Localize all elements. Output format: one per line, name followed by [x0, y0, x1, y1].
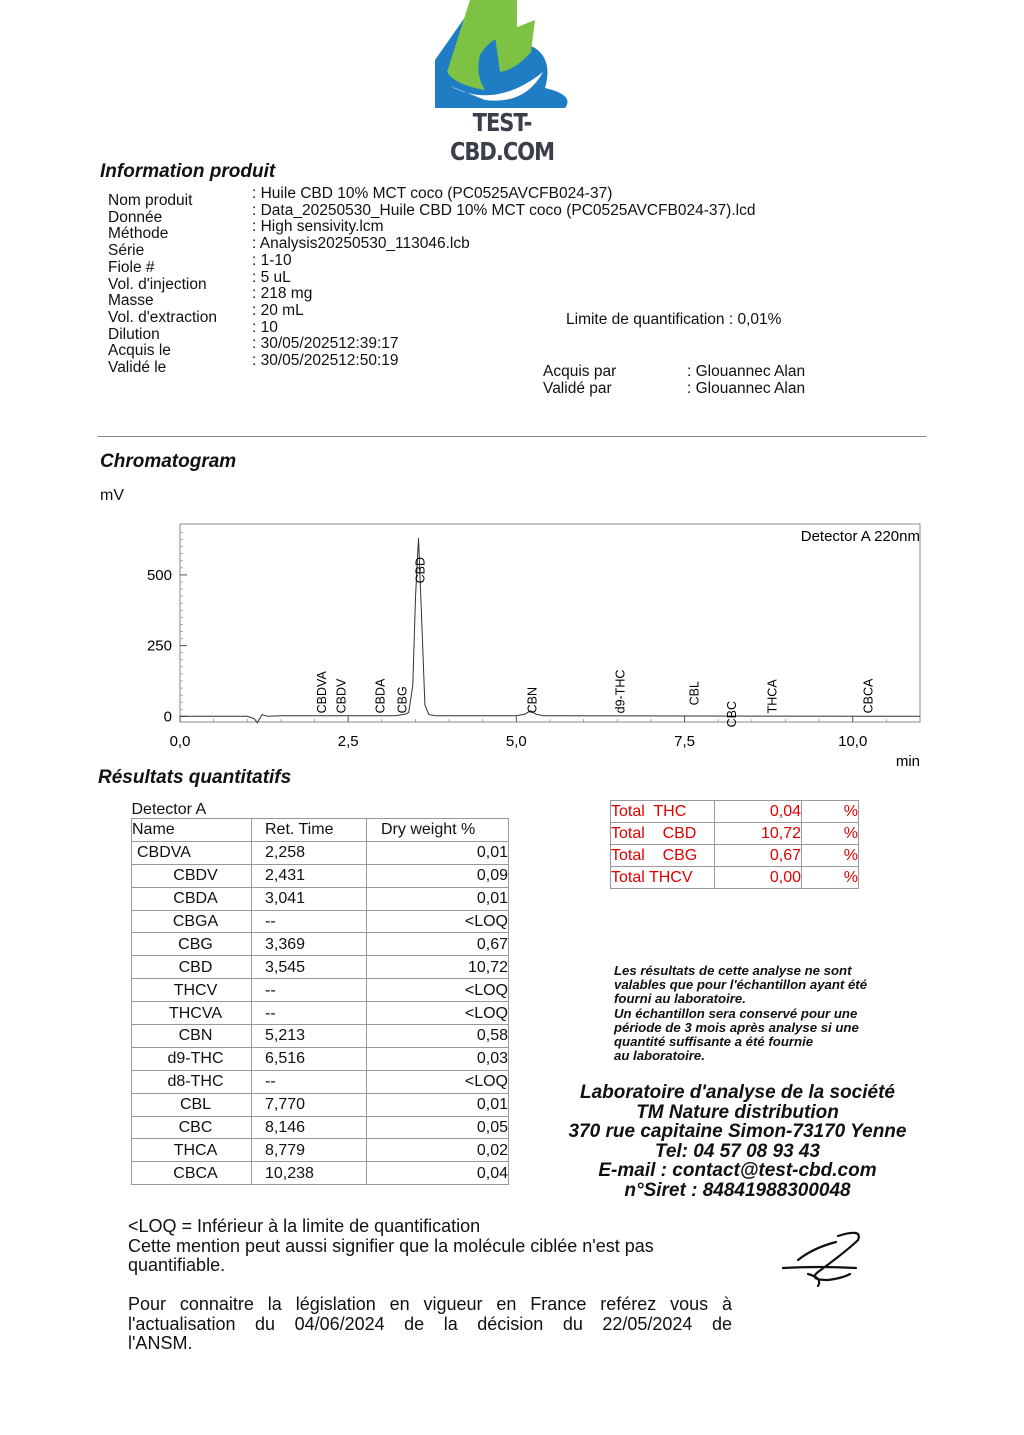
loq-line: <LOQ = Inférieur à la limite de quantification: [128, 1216, 481, 1236]
loq-line: quantifiable.: [128, 1255, 226, 1275]
x-tick-label: 2,5: [337, 733, 359, 750]
total-value: 0,04: [715, 801, 802, 823]
loq-line: Cette mention peut aussi signifier que la molécule ciblée n'est pas: [128, 1235, 654, 1256]
y-tick-label: 250: [146, 637, 172, 655]
lab-line: E-mail : contact@test-cbd.com: [598, 1160, 877, 1181]
info-value: : Huile CBD 10% MCT coco (PC0525AVCFB024-37): [252, 185, 613, 202]
info-value: : 10: [252, 318, 278, 336]
info-label: Vol. d'injection: [108, 275, 207, 293]
table-row: [132, 956, 509, 979]
cell-dry-weight: 0,04: [367, 1162, 509, 1185]
total-unit: %: [802, 845, 859, 867]
logo-text: TEST-CBD.COM: [450, 108, 554, 166]
results-title: Résultats quantitatifs: [98, 767, 292, 788]
cell-name: CBDV: [132, 864, 252, 887]
total-value: 0,00: [715, 867, 802, 889]
cell-ret-time: 2,431: [252, 864, 367, 887]
table-row: [132, 910, 509, 933]
info-value: : 218 mg: [252, 285, 313, 303]
cell-name: CBN: [132, 1025, 252, 1048]
totals-row: [611, 823, 859, 845]
cell-name: THCVA: [132, 1002, 252, 1025]
totals-table: [610, 800, 859, 889]
cell-dry-weight: 0,58: [367, 1025, 509, 1048]
lab-line: Laboratoire d'analyse de la société: [580, 1082, 895, 1103]
peak-label: CBD: [413, 556, 428, 584]
info-value: : 5 uL: [252, 268, 291, 286]
info-labels: [108, 193, 217, 377]
results-detector: Detector A: [131, 801, 207, 818]
info-label: Acquis le: [108, 342, 171, 360]
lab-line: TM Nature distribution: [636, 1101, 839, 1123]
info-value: : 30/05/202512:50:19: [252, 352, 399, 370]
cell-ret-time: 3,545: [252, 956, 367, 979]
cell-ret-time: 8,779: [252, 1139, 367, 1162]
y-tick-label: 500: [146, 566, 172, 584]
peak-label: CBL: [687, 681, 702, 706]
peak-label: CBC: [725, 700, 740, 728]
table-row: [132, 1070, 509, 1093]
info-label: Vol. d'extraction: [108, 308, 217, 326]
table-row: [132, 864, 509, 887]
x-axis-label: min: [895, 753, 920, 770]
total-unit: %: [802, 823, 859, 845]
disclaimer: [614, 964, 867, 1063]
cell-dry-weight: <LOQ: [367, 979, 509, 1002]
total-label: Total CBD: [611, 823, 715, 845]
table-row: [132, 979, 509, 1002]
chromatogram-chart: [95, 480, 935, 770]
divider: [98, 436, 926, 437]
peak-label: CBG: [395, 686, 410, 714]
cell-ret-time: 7,770: [252, 1093, 367, 1116]
y-tick-label: 0: [163, 708, 172, 726]
disclaimer-line: période de 3 mois après analyse si une: [614, 1019, 859, 1035]
info-label: Dilution: [108, 325, 160, 343]
cell-dry-weight: 0,02: [367, 1139, 509, 1162]
cell-name: CBL: [132, 1093, 252, 1116]
table-row: [132, 1116, 509, 1139]
peak-label: CBDV: [334, 678, 349, 714]
cell-dry-weight: 0,01: [367, 887, 509, 910]
valide-par-label: Validé par: [543, 380, 612, 397]
total-value: 0,67: [715, 845, 802, 867]
cell-ret-time: 5,213: [252, 1025, 367, 1048]
x-tick-label: 7,5: [674, 733, 695, 750]
info-label: Nom produit: [108, 192, 193, 209]
info-label: Masse: [108, 292, 154, 310]
legal-note: [128, 1295, 732, 1354]
plot-frame: [180, 524, 920, 722]
cell-name: CBG: [132, 933, 252, 956]
acquis-par-label: Acquis par: [543, 363, 617, 380]
total-label: Total THCV: [611, 867, 715, 889]
lab-line: n°Siret : 84841988300048: [624, 1179, 851, 1201]
lab-info: [540, 1083, 935, 1200]
chromatogram-trace: [180, 538, 920, 723]
total-label: Total CBG: [611, 845, 715, 867]
cell-name: CBD: [132, 956, 252, 979]
col-header-name: Name: [132, 819, 252, 842]
table-row: [132, 887, 509, 910]
detector-label: Detector A 220nm: [800, 528, 920, 545]
info-label: Série: [108, 242, 145, 260]
results-table: [131, 801, 509, 1185]
col-header-ret-time: Ret. Time: [252, 819, 367, 842]
info-value: : Analysis20250530_113046.lcb: [252, 235, 470, 253]
disclaimer-line: valables que pour l'échantillon ayant été: [614, 977, 868, 993]
cell-dry-weight: 0,67: [367, 933, 509, 956]
info-value: : Data_20250530_Huile CBD 10% MCT coco (PC0525AVCFB024-37).lcd: [252, 201, 756, 219]
totals-row: [611, 845, 859, 867]
loq-note: Limite de quantification : 0,01%: [566, 311, 782, 328]
cell-ret-time: --: [252, 979, 367, 1002]
cell-name: d9-THC: [132, 1047, 252, 1070]
totals-row: [611, 801, 859, 823]
info-label: Fiole #: [108, 258, 155, 276]
cell-name: d8-THC: [132, 1070, 252, 1093]
total-label: Total THC: [611, 801, 715, 823]
info-section-title: Information produit: [100, 161, 276, 182]
cell-name: THCV: [132, 979, 252, 1002]
signature: [778, 1228, 868, 1293]
cell-ret-time: 2,258: [252, 841, 367, 864]
x-tick-label: 0,0: [169, 733, 191, 750]
disclaimer-line: Les résultats de cette analyse ne sont: [614, 963, 852, 978]
valide-par-value: : Glouannec Alan: [687, 380, 806, 397]
table-row: [132, 933, 509, 956]
disclaimer-line: quantité suffisante a été fournie: [614, 1034, 814, 1050]
chromatogram-title: Chromatogram: [100, 451, 237, 472]
cell-ret-time: --: [252, 910, 367, 933]
info-values: [252, 186, 755, 370]
cell-dry-weight: 0,09: [367, 864, 509, 887]
peak-label: CBCA: [861, 678, 876, 714]
peak-label: THCA: [765, 679, 780, 714]
cell-name: CBCA: [132, 1162, 252, 1185]
company-logo: [425, 0, 580, 166]
cell-ret-time: 10,238: [252, 1162, 367, 1185]
table-row: [132, 1093, 509, 1116]
totals-row: [611, 867, 859, 889]
cell-name: THCA: [132, 1139, 252, 1162]
legal-line: l'actualisation du 04/06/2024 de la décision du 22/05/2024 de: [128, 1313, 732, 1334]
disclaimer-line: au laboratoire.: [614, 1048, 705, 1064]
cell-dry-weight: <LOQ: [367, 910, 509, 933]
cell-ret-time: --: [252, 1002, 367, 1025]
total-unit: %: [802, 867, 859, 889]
cell-name: CBGA: [132, 910, 252, 933]
cell-ret-time: 6,516: [252, 1047, 367, 1070]
disclaimer-line: Un échantillon sera conservé pour une: [614, 1005, 858, 1021]
cell-dry-weight: <LOQ: [367, 1070, 509, 1093]
table-row: [132, 1047, 509, 1070]
flask-logo-icon: [425, 0, 580, 115]
info-value: : 1-10: [252, 251, 292, 269]
cell-ret-time: 8,146: [252, 1116, 367, 1139]
chart-ylabel: mV: [100, 487, 124, 504]
legal-line: Pour connaitre la législation en vigueur en France reférez vous à: [128, 1294, 732, 1314]
peak-label: CBDVA: [314, 671, 329, 714]
cell-dry-weight: 0,03: [367, 1047, 509, 1070]
info-value: : High sensivity.lcm: [252, 218, 384, 236]
total-unit: %: [802, 801, 859, 823]
cell-name: CBC: [132, 1116, 252, 1139]
table-row: [132, 1162, 509, 1185]
lab-line: Tel: 04 57 08 93 43: [654, 1140, 821, 1162]
col-header-dry-weight: Dry weight %: [367, 819, 509, 842]
cell-dry-weight: 10,72: [367, 956, 509, 979]
acquis-par-value: : Glouannec Alan: [687, 363, 806, 380]
peak-label: d9-THC: [613, 669, 628, 714]
x-tick-label: 5,0: [505, 733, 527, 750]
cell-ret-time: 3,369: [252, 933, 367, 956]
cell-ret-time: --: [252, 1070, 367, 1093]
table-row: [132, 1002, 509, 1025]
cell-dry-weight: <LOQ: [367, 1002, 509, 1025]
legal-line: l'ANSM.: [128, 1333, 193, 1353]
peak-label: CBDA: [373, 678, 388, 714]
info-label: Validé le: [108, 359, 167, 377]
cell-name: CBDA: [132, 887, 252, 910]
info-value: : 20 mL: [252, 301, 304, 319]
info-label: Donnée: [108, 208, 163, 226]
cell-dry-weight: 0,01: [367, 1093, 509, 1116]
info-value: : 30/05/202512:39:17: [252, 335, 399, 353]
lab-line: 370 rue capitaine Simon-73170 Yenne: [568, 1121, 907, 1142]
table-row: [132, 1139, 509, 1162]
cell-ret-time: 3,041: [252, 887, 367, 910]
peak-label: CBN: [525, 686, 540, 714]
cell-dry-weight: 0,05: [367, 1116, 509, 1139]
info-label: Méthode: [108, 225, 169, 243]
total-value: 10,72: [715, 823, 802, 845]
cell-name: CBDVA: [132, 841, 252, 864]
disclaimer-line: fourni au laboratoire.: [614, 991, 746, 1007]
table-row: [132, 841, 509, 864]
loq-footnote: [128, 1217, 738, 1276]
cell-dry-weight: 0,01: [367, 841, 509, 864]
table-row: [132, 1025, 509, 1048]
x-tick-label: 10,0: [838, 733, 868, 750]
